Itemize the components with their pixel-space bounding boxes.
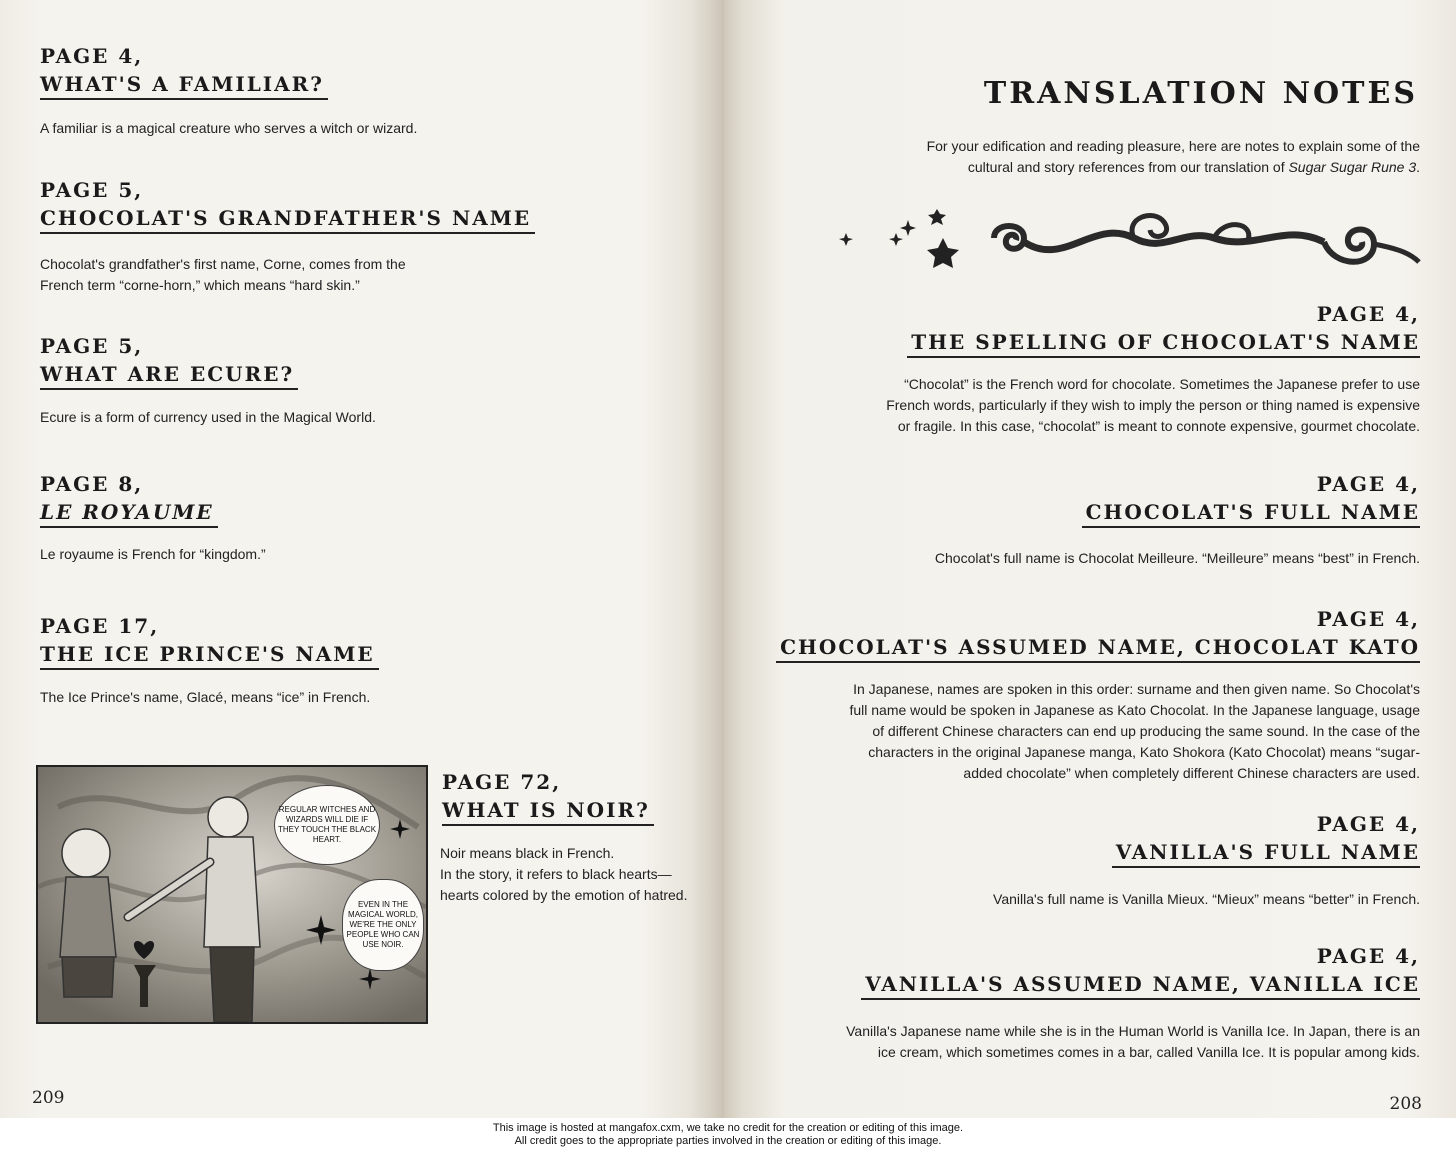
speech-bubble-text: REGULAR WITCHES AND WIZARDS WILL DIE IF THEY TOUCH THE BLACK HEART. [277, 805, 377, 844]
section-heading [907, 300, 1420, 358]
section-heading [776, 605, 1420, 663]
heading-page-ref: PAGE 8, [40, 472, 144, 496]
speech-bubble-text: EVEN IN THE MAGICAL WORLD, WE'RE THE ONLY PEOPLE WHO CAN USE NOIR. [346, 900, 420, 949]
intro-text [927, 136, 1420, 178]
page-number: 208 [1389, 1094, 1422, 1114]
text-line: “Chocolat” is the French word for chocolate. Sometimes the Japanese prefer to use [904, 376, 1420, 392]
heading-title: THE ICE PRINCE'S NAME [40, 640, 379, 670]
section-text: Ecure is a form of currency used in the Magical World. [40, 409, 376, 425]
right-page [724, 0, 1456, 1118]
heading-title: WHAT ARE ECURE? [40, 360, 298, 390]
section-heading [442, 768, 654, 826]
section-text: Le royaume is French for “kingdom.” [40, 546, 266, 562]
heading-title: VANILLA'S ASSUMED NAME, VANILLA ICE [861, 970, 1420, 1000]
heading-page-ref: PAGE 4, [1316, 944, 1420, 968]
heading-title: WHAT'S A FAMILIAR? [40, 70, 328, 100]
disclaimer-line: This image is hosted at mangafox.cxm, we take no credit for the creation or editing of this image. [492, 1122, 964, 1134]
text-line: of different Chinese characters can end up producing the same sound. In the case of the [872, 723, 1420, 739]
section-heading [1112, 810, 1420, 868]
page-number: 209 [32, 1088, 65, 1108]
heading-page-ref: PAGE 72, [442, 770, 562, 794]
left-page [0, 0, 724, 1118]
section-text [935, 548, 1420, 569]
section-text: The Ice Prince's name, Glacé, means “ice” in French. [40, 689, 371, 705]
heading-page-ref: PAGE 4, [1316, 607, 1420, 631]
heading-page-ref: PAGE 17, [40, 614, 160, 638]
section-text: A familiar is a magical creature who serves a witch or wizard. [40, 120, 418, 136]
heading-title: THE SPELLING OF CHOCOLAT'S NAME [907, 328, 1420, 358]
section-text [886, 374, 1420, 437]
section-text [846, 1021, 1420, 1063]
book-title: Sugar Sugar Rune 3 [1288, 159, 1417, 175]
page-title: TRANSLATION NOTES [983, 76, 1418, 111]
section-heading [861, 942, 1420, 1000]
heading-title: LE ROYAUME [40, 498, 218, 528]
text-line: or fragile. In this case, “chocolat” is meant to connote expensive, gourmet chocolate. [897, 418, 1420, 434]
section-heading [1082, 470, 1420, 528]
noir-text-line: Noir means black in French. [440, 845, 615, 861]
section-text [993, 889, 1420, 910]
text-line: Vanilla's full name is Vanilla Mieux. “Mieux” means “better” in French. [993, 891, 1420, 907]
text-line: characters in the original Japanese manga, Kato Shokora (Kato Chocolat) means “sugar- [868, 744, 1420, 760]
section-heading [40, 176, 535, 234]
noir-text [440, 843, 720, 906]
heading-title: WHAT IS NOIR? [442, 796, 654, 826]
text-line: French words, particularly if they wish to imply the person or thing named is expensive [886, 397, 1420, 413]
disclaimer-line: All credit goes to the appropriate parties involved in the creation or editing of this image. [514, 1135, 942, 1147]
noir-text-line: In the story, it refers to black hearts— [440, 866, 672, 882]
section-heading [40, 612, 379, 670]
text-line: Vanilla's Japanese name while she is in the Human World is Vanilla Ice. In Japan, there is an [846, 1023, 1420, 1039]
heading-page-ref: PAGE 4, [1316, 302, 1420, 326]
heading-title: CHOCOLAT'S ASSUMED NAME, CHOCOLAT KATO [776, 633, 1420, 663]
hosting-disclaimer [0, 1122, 1456, 1148]
text-line: added chocolate” when completely different Chinese characters are used. [963, 765, 1420, 781]
heading-title: CHOCOLAT'S FULL NAME [1082, 498, 1420, 528]
section-heading [40, 42, 328, 100]
noir-text-line: hearts colored by the emotion of hatred. [440, 887, 688, 903]
heading-title: VANILLA'S FULL NAME [1112, 838, 1420, 868]
manga-panel-image [36, 765, 428, 1024]
intro-line: For your edification and reading pleasure, here are notes to explain some of the [926, 138, 1420, 154]
section-heading [40, 470, 218, 528]
heading-page-ref: PAGE 4, [40, 44, 144, 68]
text-line: In Japanese, names are spoken in this order: surname and then given name. So Chocolat's [853, 681, 1420, 697]
text-line: full name would be spoken in Japanese as Kato Chocolat. In the Japanese language, usage [849, 702, 1420, 718]
section-heading [40, 332, 298, 390]
text-line: Chocolat's full name is Chocolat Meilleure. “Meilleure” means “best” in French. [934, 550, 1420, 566]
intro-suffix: . [1416, 159, 1420, 175]
heading-page-ref: PAGE 5, [40, 334, 144, 358]
speech-bubble [342, 879, 424, 971]
heading-page-ref: PAGE 5, [40, 178, 144, 202]
speech-bubble [274, 785, 380, 865]
heading-title: CHOCOLAT'S GRANDFATHER'S NAME [40, 204, 535, 234]
intro-prefix: cultural and story references from our translation of [967, 159, 1289, 175]
heading-page-ref: PAGE 4, [1316, 472, 1420, 496]
text-line: ice cream, which sometimes comes in a bar, called Vanilla Ice. It is popular among kids. [877, 1044, 1420, 1060]
section-text [849, 679, 1420, 784]
ornament-divider [834, 208, 1424, 274]
intro-line [927, 157, 1420, 178]
section-text: Chocolat's grandfather's first name, Corne, comes from the French term “corne-horn,” which means “hard skin.” [40, 256, 406, 293]
heading-page-ref: PAGE 4, [1316, 812, 1420, 836]
